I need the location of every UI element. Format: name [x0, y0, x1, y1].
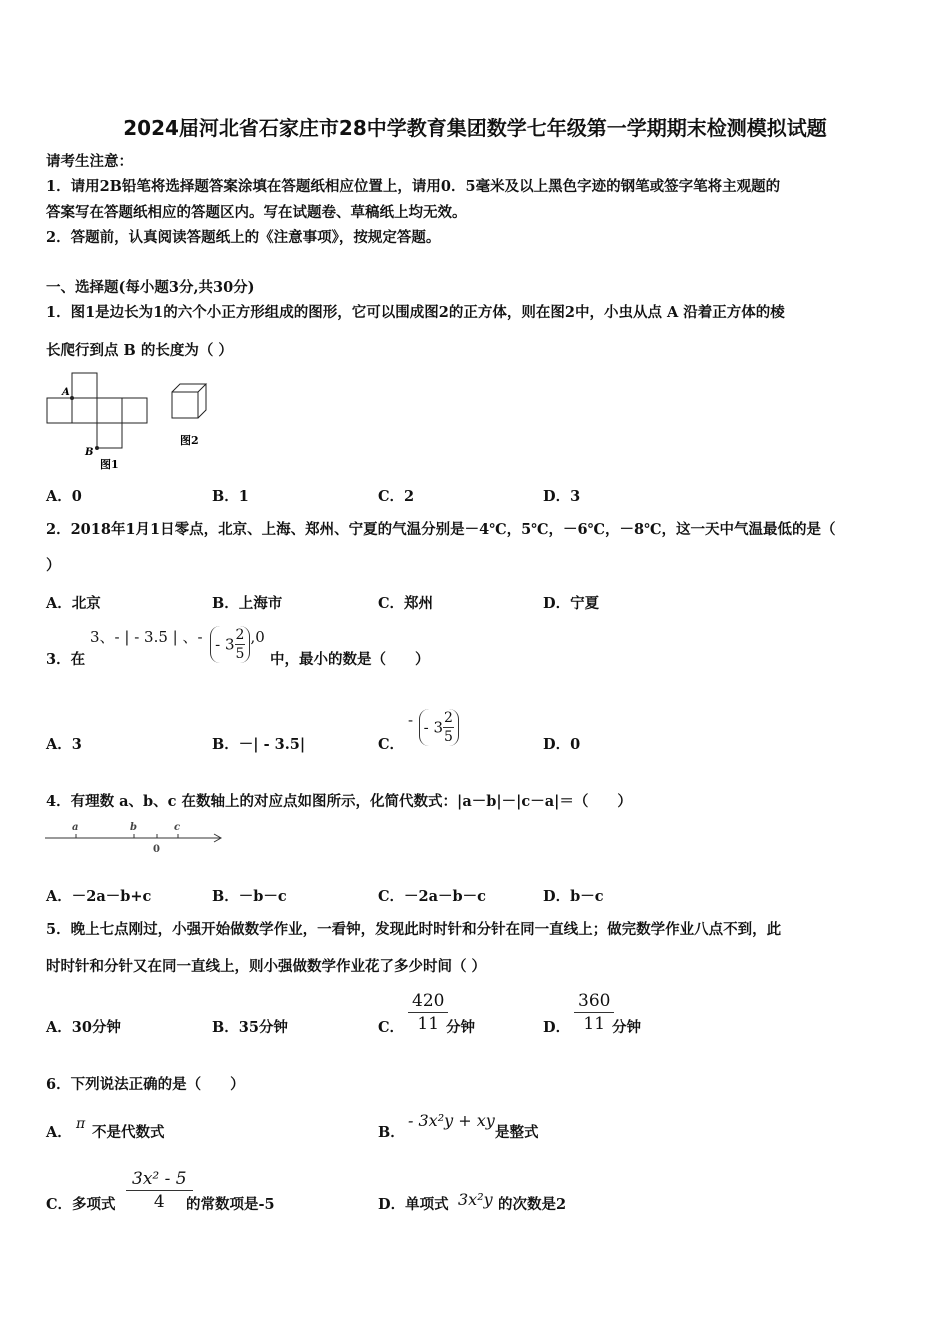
q1-line-1: 1．图1是边长为1的六个小正方形组成的图形，它可以围成图2的正方体，则在图2中，小虫从点 A 沿着正方体的棱 — [46, 304, 785, 321]
q3-expr-den: 5 — [235, 646, 245, 662]
q5-option-b: B．35分钟 — [212, 1019, 288, 1036]
q1-figure — [40, 370, 220, 475]
q1-line-2: 长爬行到点 B 的长度为（ ） — [46, 342, 233, 359]
q3-prefix: 3．在 — [46, 651, 86, 668]
q5-option-a: A．30分钟 — [46, 1019, 121, 1036]
q6-option-b: B． — [378, 1124, 405, 1141]
q3-opt-c-num: 2 — [444, 710, 453, 726]
q6-opt-c-den: 4 — [153, 1192, 165, 1212]
page-title: 2024届河北省石家庄市28中学教育集团数学七年级第一学期期末检测模拟试题 — [123, 116, 827, 140]
notice-line-1: 1．请用2B铅笔将选择题答案涂填在答题纸相应位置上，请用0．5毫米及以上黑色字迹的钢笔或签字笔将主观题的 — [46, 178, 781, 195]
q4-option-b: B．－b－c — [212, 888, 287, 905]
q6-opt-c-text: 的常数项是-5 — [186, 1196, 275, 1213]
axis-label-a: a — [72, 822, 79, 833]
q3-expr-a: 3、- | - 3.5 | 、- — [90, 628, 203, 646]
q3-option-c-expr — [408, 709, 459, 746]
notice-line-2: 2．答题前，认真阅读答题纸上的《注意事项》，按规定答题。 — [46, 229, 441, 246]
q2-option-d: D．宁夏 — [543, 595, 600, 612]
q4-option-d: D．b－c — [543, 888, 604, 905]
q3-option-d: D．0 — [543, 736, 581, 753]
q5-opt-c-den: 11 — [417, 1014, 440, 1034]
fig2-label: 图2 — [180, 434, 199, 447]
q1-option-a: A．0 — [46, 488, 82, 505]
q3-opt-c-den: 5 — [444, 729, 453, 745]
q4-number-line — [40, 818, 230, 858]
q1-option-b: B．1 — [212, 488, 249, 505]
q5-opt-d-unit: 分钟 — [612, 1019, 641, 1036]
q5-line-2: 时时针和分针又在同一直线上，则小强做数学作业花了多少时间（ ） — [46, 958, 487, 975]
fig1-label: 图1 — [100, 458, 119, 471]
q3-option-c: C． — [378, 736, 405, 753]
section-heading: 一、选择题(每小题3分,共30分) — [46, 279, 255, 296]
q2-line-1: 2．2018年1月1日零点，北京、上海、郑州、宁夏的气温分别是－4℃，5℃，－6℃，－8℃，这一天中气温最低的是（ — [46, 521, 836, 538]
q5-opt-d-den: 11 — [583, 1014, 606, 1034]
q1-option-d: D．3 — [543, 488, 581, 505]
axis-label-zero: 0 — [153, 844, 160, 855]
q5-opt-d-num: 360 — [574, 990, 614, 1013]
q6-opt-d-expr: 3x²y — [458, 1190, 493, 1209]
point-a-label: A — [62, 387, 70, 398]
q6-opt-a-text: 不是代数式 — [92, 1124, 165, 1141]
q5-option-c-frac — [408, 990, 448, 1035]
q3-suffix: 中，最小的数是（ ） — [270, 651, 430, 668]
q5-option-d: D． — [543, 1019, 571, 1036]
q4-text: 4．有理数 a、b、c 在数轴上的对应点如图所示，化简代数式：|a－b|－|c－a|＝（ ） — [46, 793, 632, 810]
q3-opt-c-int: - 3 — [423, 718, 444, 737]
q3-paren — [210, 626, 250, 663]
q5-opt-c-unit: 分钟 — [446, 1019, 475, 1036]
point-b-label: B — [85, 447, 94, 458]
q5-option-d-frac — [574, 990, 614, 1035]
q4-option-c: C．－2a－b－c — [378, 888, 486, 905]
q6-opt-b-text: 是整式 — [495, 1124, 539, 1141]
notice-line-1b: 答案写在答题纸相应的答题区内。写在试题卷、草稿纸上均无效。 — [46, 204, 467, 221]
q6-option-a: A． — [46, 1124, 72, 1141]
q5-line-1: 5．晚上七点刚过，小强开始做数学作业，一看钟，发现此时时针和分针在同一直线上；做完数学作业八点不到，此 — [46, 921, 782, 938]
q3-option-b: B．－| - 3.5| — [212, 736, 306, 753]
q1-option-c: C．2 — [378, 488, 415, 505]
q2-option-a: A．北京 — [46, 595, 101, 612]
q6-opt-a-pi: π — [76, 1116, 86, 1132]
q6-opt-c-frac — [126, 1168, 193, 1213]
q6-opt-c-num: 3x² - 5 — [126, 1168, 193, 1191]
q3-option-a: A．3 — [46, 736, 82, 753]
q6-opt-d-text: 的次数是2 — [498, 1196, 567, 1213]
notice-heading: 请考生注意： — [46, 153, 133, 170]
q5-opt-c-num: 420 — [408, 990, 448, 1013]
q6-opt-b-expr: - 3x²y + xy — [408, 1111, 495, 1130]
q2-option-b: B．上海市 — [212, 595, 283, 612]
q2-option-c: C．郑州 — [378, 595, 434, 612]
q6-option-d: D．单项式 — [378, 1196, 449, 1213]
q3-expr-int: - 3 — [215, 635, 235, 654]
q3-opt-c-sign: - — [408, 711, 414, 729]
axis-label-b: b — [130, 822, 137, 833]
q4-option-a: A．－2a－b+c — [46, 888, 152, 905]
axis-label-c: c — [174, 822, 181, 833]
q3-expr-end: ,0 — [250, 628, 265, 646]
q3-expression — [90, 626, 265, 663]
q5-option-c: C． — [378, 1019, 405, 1036]
q3-opt-c-paren — [419, 709, 459, 746]
q2-line-2: ） — [46, 557, 61, 574]
q6-option-c: C．多项式 — [46, 1196, 116, 1213]
q3-expr-num: 2 — [235, 627, 245, 643]
q6-text: 6．下列说法正确的是（ ） — [46, 1076, 245, 1093]
